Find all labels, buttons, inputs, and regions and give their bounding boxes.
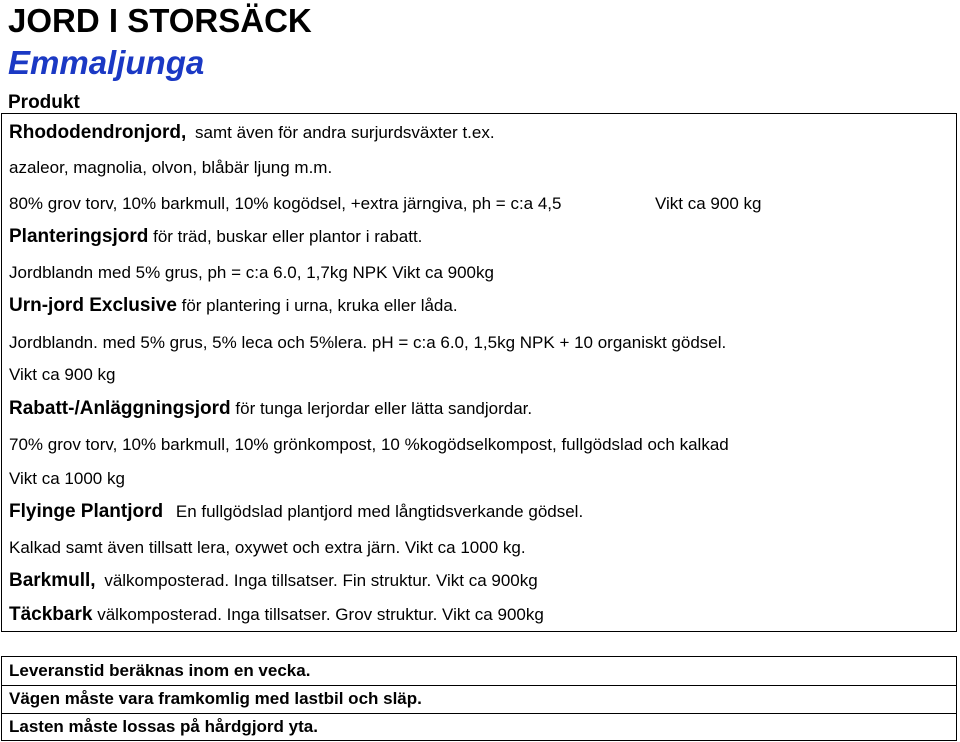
delivery-time-note: Leveranstid beräknas inom en vecka. bbox=[9, 661, 311, 680]
product-name-tackbark: Täckbark bbox=[9, 604, 93, 625]
product-desc: välkomposterad. Inga tillsatser. Grov struktur. Vikt ca 900kg bbox=[97, 605, 544, 624]
section-label: Produkt bbox=[8, 92, 80, 113]
rabatt-line2: 70% grov torv, 10% barkmull, 10% grönkompost, 10 %kogödselkompost, fullgödslad och kalkad bbox=[9, 435, 729, 454]
rhododendron-line1 bbox=[9, 122, 495, 144]
product-desc: En fullgödslad plantjord med långtidsverkande gödsel. bbox=[175, 502, 584, 521]
road-access-note: Vägen måste vara framkomlig med lastbil och släp. bbox=[9, 689, 422, 708]
page-title: JORD I STORSÄCK bbox=[8, 2, 312, 39]
delivery-row bbox=[2, 713, 956, 741]
product-desc: för träd, buskar eller plantor i rabatt. bbox=[153, 227, 423, 246]
delivery-row bbox=[2, 685, 956, 713]
product-desc: för plantering i urna, kruka eller låda. bbox=[181, 296, 458, 315]
product-name-rhododendron: Rhododendronjord, bbox=[9, 122, 187, 143]
planteringsjord-line1 bbox=[9, 226, 422, 248]
rabatt-line3: Vikt ca 1000 kg bbox=[9, 469, 125, 488]
product-name-rabatt: Rabatt-/Anläggningsjord bbox=[9, 398, 231, 419]
rhododendron-line3: 80% grov torv, 10% barkmull, 10% kogödsel, +extra järngiva, ph = c:a 4,5 bbox=[9, 194, 562, 213]
rabatt-line1 bbox=[9, 398, 532, 420]
flyinge-line2: Kalkad samt även tillsatt lera, oxywet och extra järn. Vikt ca 1000 kg. bbox=[9, 538, 526, 557]
tackbark-line bbox=[9, 604, 544, 626]
urnjord-line3: Vikt ca 900 kg bbox=[9, 365, 116, 384]
unloading-note: Lasten måste lossas på hårdgjord yta. bbox=[9, 717, 318, 736]
product-desc: för tunga lerjordar eller lätta sandjordar. bbox=[235, 399, 533, 418]
product-desc: samt även för andra surjurdsväxter t.ex. bbox=[195, 123, 495, 142]
product-name-planteringsjord: Planteringsjord bbox=[9, 226, 149, 247]
product-name-barkmull: Barkmull, bbox=[9, 570, 96, 591]
delivery-info-box bbox=[1, 656, 957, 741]
urnjord-line1 bbox=[9, 295, 458, 317]
product-table bbox=[1, 113, 957, 632]
rhododendron-weight: Vikt ca 900 kg bbox=[655, 194, 762, 213]
barkmull-line bbox=[9, 570, 538, 592]
delivery-row bbox=[2, 657, 956, 685]
brand-name: Emmaljunga bbox=[8, 44, 205, 81]
rhododendron-line2: azaleor, magnolia, olvon, blåbär ljung m.m. bbox=[9, 158, 333, 177]
product-name-flyinge: Flyinge Plantjord bbox=[9, 501, 164, 522]
urnjord-line2: Jordblandn. med 5% grus, 5% leca och 5%lera. pH = c:a 6.0, 1,5kg NPK + 10 organiskt gödsel. bbox=[9, 333, 727, 352]
planteringsjord-line2: Jordblandn med 5% grus, ph = c:a 6.0, 1,7kg NPK Vikt ca 900kg bbox=[9, 263, 494, 282]
flyinge-line1 bbox=[9, 501, 583, 523]
product-desc: välkomposterad. Inga tillsatser. Fin struktur. Vikt ca 900kg bbox=[104, 571, 538, 590]
product-name-urnjord: Urn-jord Exclusive bbox=[9, 295, 177, 316]
